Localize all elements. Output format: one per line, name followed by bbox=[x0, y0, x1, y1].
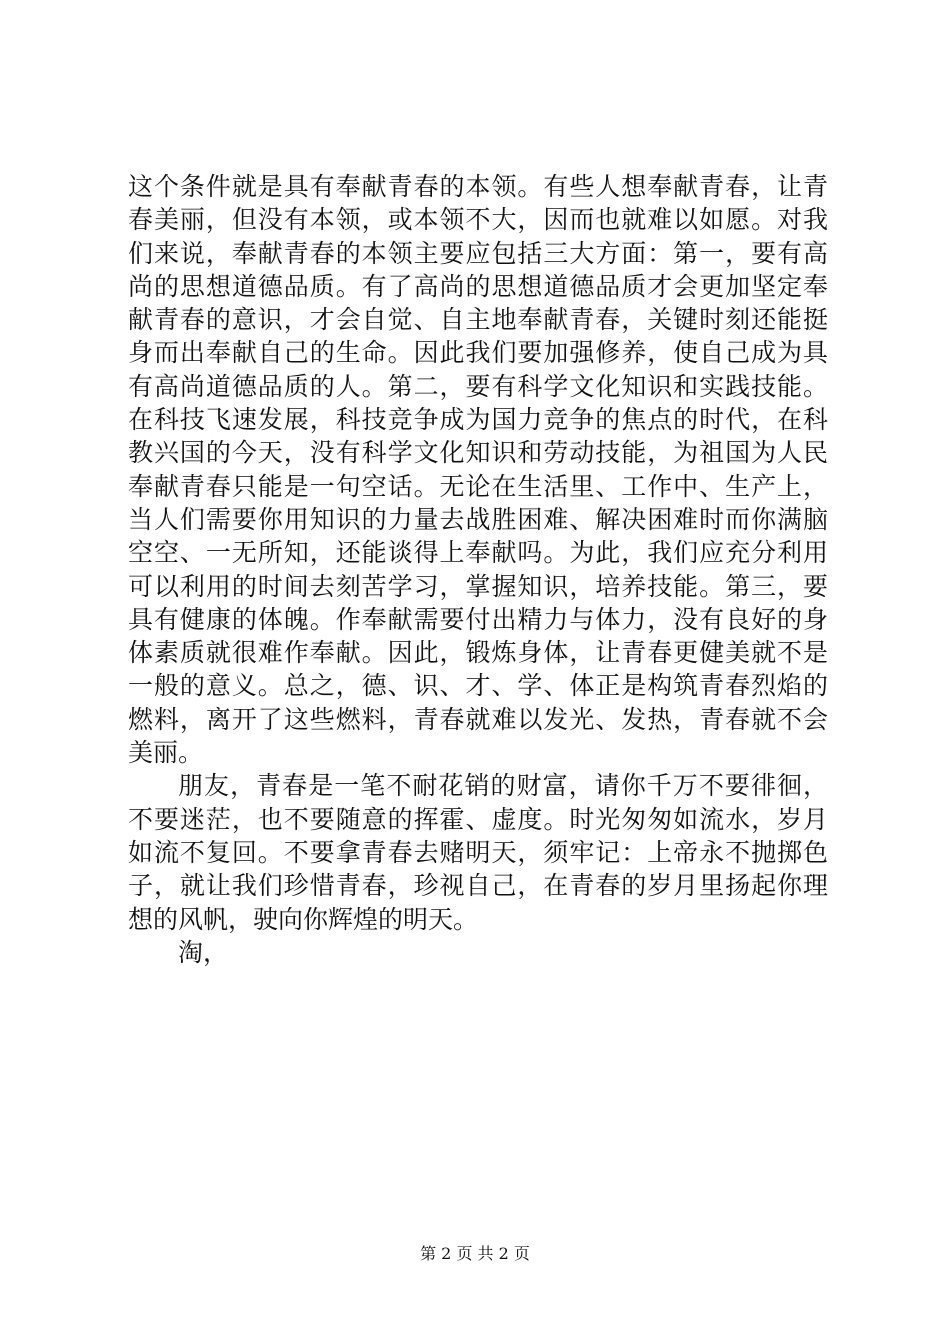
page-number-footer: 第 2 页 共 2 页 bbox=[420, 1244, 530, 1263]
text-line: 美丽。 bbox=[128, 738, 204, 768]
text-line: 可以利用的时间去刻苦学习，掌握知识，培养技能。第三，要 bbox=[128, 571, 828, 601]
text-line: 当人们需要你用知识的力量去战胜困难、解决困难时而你满脑 bbox=[128, 504, 828, 534]
document-body bbox=[128, 170, 828, 969]
text-line: 尚的思想道德品质。有了高尚的思想道德品质才会更加坚定奉 bbox=[128, 271, 828, 301]
text-line: 春美丽，但没有本领，或本领不大，因而也就难以如愿。对我 bbox=[128, 205, 828, 235]
text-line: 具有健康的体魄。作奉献需要付出精力与体力，没有良好的身 bbox=[128, 604, 828, 634]
text-line: 不要迷茫，也不要随意的挥霍、虚度。时光匆匆如流水，岁月 bbox=[128, 804, 828, 834]
text-line: 身而出奉献自己的生命。因此我们要加强修养，使自己成为具 bbox=[128, 338, 828, 368]
text-line: 如流不复回。不要拿青春去赌明天，须牢记：上帝永不抛掷色 bbox=[128, 837, 828, 867]
text-line: 这个条件就是具有奉献青春的本领。有些人想奉献青春，让青 bbox=[128, 172, 828, 201]
text-line: 献青春的意识，才会自觉、自主地奉献青春，关键时刻还能挺 bbox=[128, 305, 828, 335]
text-line: 子，就让我们珍惜青春，珍视自己，在青春的岁月里扬起你理 bbox=[128, 871, 828, 901]
text-line: 燃料，离开了这些燃料，青春就难以发光、发热，青春就不会 bbox=[128, 704, 828, 734]
text-line: 一般的意义。总之，德、识、才、学、体正是构筑青春烈焰的 bbox=[128, 671, 828, 701]
text-line: 体素质就很难作奉献。因此，锻炼身体，让青春更健美就不是 bbox=[128, 638, 828, 668]
paragraph-first-line: 淘， bbox=[178, 937, 229, 967]
text-line: 奉献青春只能是一句空话。无论在生活里、工作中、生产上， bbox=[128, 471, 828, 501]
text-line: 空空、一无所知，还能谈得上奉献吗。为此，我们应充分利用 bbox=[128, 538, 828, 568]
text-line: 教兴国的今天，没有科学文化知识和劳动技能，为祖国为人民 bbox=[128, 438, 828, 468]
text-line: 有高尚道德品质的人。第二，要有科学文化知识和实践技能。 bbox=[128, 371, 828, 401]
text-line: 在科技飞速发展，科技竞争成为国力竞争的焦点的时代，在科 bbox=[128, 405, 828, 435]
text-line: 想的风帆，驶向你辉煌的明天。 bbox=[128, 904, 479, 934]
text-line: 们来说，奉献青春的本领主要应包括三大方面：第一，要有高 bbox=[128, 238, 828, 268]
paragraph-first-line: 朋友，青春是一笔不耐花销的财富，请你千万不要徘徊， bbox=[178, 771, 828, 801]
